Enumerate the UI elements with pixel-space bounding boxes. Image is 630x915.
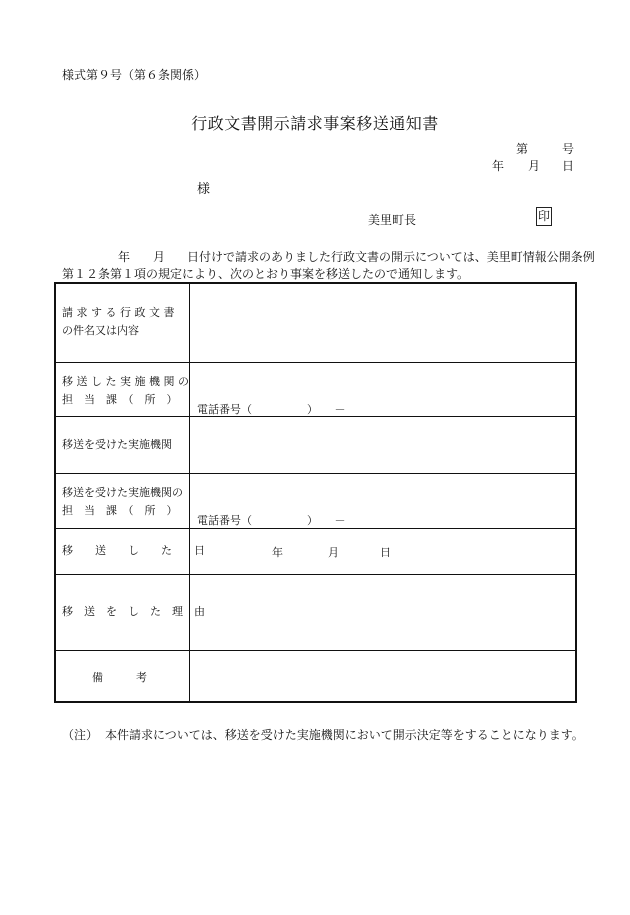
issue-date-day: 日 [562, 159, 575, 173]
table-row-label: 担 当 課 （ 所 ） [62, 504, 178, 517]
row-divider [56, 528, 575, 529]
column-divider [189, 284, 190, 701]
row-divider [56, 650, 575, 651]
row-divider [56, 473, 575, 474]
footnote-text: 本件請求については、移送を受けた実施機関において開示決定等をすることになります。 [105, 728, 584, 742]
table-row-label: の件名又は内容 [62, 324, 139, 337]
intro-text: 日付けで請求のありました行政文書の開示については、美里町情報公開条例 [187, 250, 595, 264]
form-number: 様式第９号（第６条関係） [62, 68, 207, 82]
table-row-label: 担 当 課 （ 所 ） [62, 393, 178, 406]
addressee-honorific: 様 [197, 182, 211, 197]
document-number-go: 号 [562, 142, 575, 156]
intro-year: 年 [118, 250, 131, 264]
footnote-prefix: （注） [62, 728, 99, 742]
table-row-label: 備 考 [92, 671, 147, 684]
intro-month: 月 [153, 250, 166, 264]
seal-mark: 印 [536, 207, 552, 226]
table-row-label: 移 送 し た 日 [62, 544, 205, 557]
form-table [54, 282, 577, 703]
transfer-date-day: 日 [380, 546, 391, 559]
row-divider [56, 362, 575, 363]
table-row-label: 移 送 し た 実 施 機 関 の [62, 375, 189, 388]
footnote [62, 726, 584, 743]
table-row-label: 移送を受けた実施機関 [62, 438, 172, 451]
issue-date-year: 年 [492, 159, 505, 173]
document-number-dai: 第 [516, 142, 529, 156]
phone-number-field[interactable]: 電話番号（ ） － [197, 403, 346, 416]
intro-line-2: 第１２条第１項の規定により、次のとおり事案を移送したので通知します。 [62, 267, 470, 281]
sender-name: 美里町長 [368, 213, 417, 227]
table-row-label: 移送を受けた実施機関の [62, 486, 183, 499]
phone-number-field[interactable]: 電話番号（ ） － [197, 514, 346, 527]
row-divider [56, 574, 575, 575]
table-row-label: 請 求 す る 行 政 文 書 [62, 306, 175, 319]
table-row-label: 移 送 を し た 理 由 [62, 605, 205, 618]
document-title: 行政文書開示請求事案移送通知書 [191, 114, 439, 133]
issue-date-month: 月 [528, 159, 541, 173]
transfer-date-month: 月 [328, 546, 339, 559]
transfer-date-year: 年 [272, 546, 283, 559]
